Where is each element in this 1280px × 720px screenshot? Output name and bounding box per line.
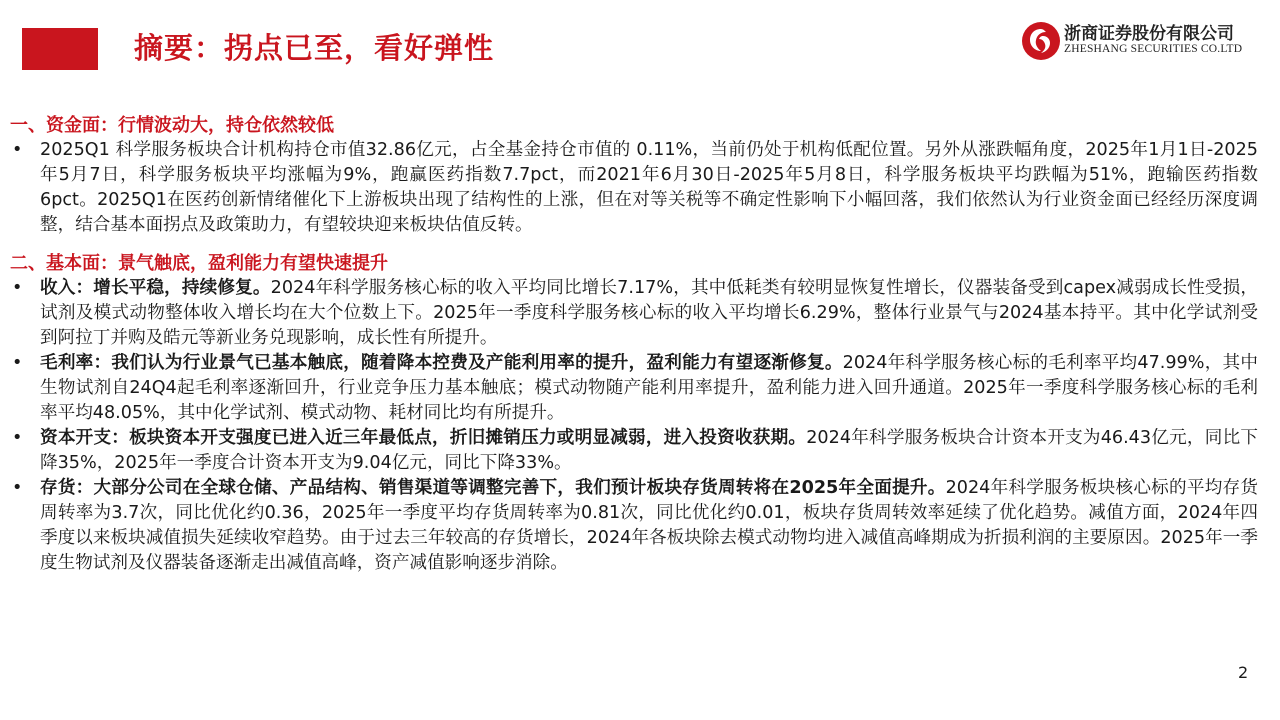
page-number: 2	[1238, 663, 1249, 682]
company-logo	[1022, 18, 1254, 66]
bullet-body: 2024年科学服务核心标的收入平均同比增长7.17%，其中低耗类有较明显恢复性增长，仪器装备受到capex减弱成长性受损，试剂及模式动物整体收入增长均在大个位数上下。2025年一季度科学服务核心标的收入平均增长6.29%，整体行业景气与2024基本持平。其中化学试剂受到阿拉丁并购及皓元等新业务兑现影响，成长性有所提升。	[40, 278, 1258, 348]
title-accent-block	[22, 28, 98, 70]
bullet-body: 2024年科学服务板块核心标的平均存货周转率为3.7次，同比优化约0.36，2025年一季度平均存货周转率为0.81次，同比优化约0.01，板块存货周转效率延续了优化趋势。减值方面，2024年四季度以来板块减值损失延续收窄趋势。由于过去三年较高的存货增长，2024年各板块除去模式动物均进入减值高峰期成为折损利润的主要原因。2025年一季度生物试剂及仪器装备逐渐走出减值高峰，资产减值影响逐步消除。	[40, 478, 1258, 573]
bullet-body: 2024年科学服务核心标的毛利率平均47.99%，其中生物试剂自24Q4起毛利率逐渐回升，行业竞争压力基本触底；模式动物随产能利用率提升，盈利能力进入回升通道。2025年一季度科学服务核心标的毛利率平均48.05%，其中化学试剂、模式动物、耗材同比均有所提升。	[40, 353, 1258, 423]
list-item	[10, 476, 1258, 576]
list-item	[10, 138, 1258, 238]
section-heading-funds: 一、资金面：行情波动大，持仓依然较低	[10, 115, 334, 136]
bullet-mark: •	[12, 478, 23, 498]
bullet-lead: 存货：大部分公司在全球仓储、产品结构、销售渠道等调整完善下，我们预计板块存货周转将在2025年全面提升。	[40, 478, 946, 498]
section-heading-fundamentals: 二、基本面：景气触底，盈利能力有望快速提升	[10, 253, 388, 274]
bullet-text: 2025Q1 科学服务板块合计机构持仓市值32.86亿元，占全基金持仓市值的 0.11%，当前仍处于机构低配位置。另外从涨跌幅角度，2025年1月1日-2025年5月7日，科学服务板块平均涨幅为9%，跑赢医药指数7.7pct，而2021年6月30日-2025年5月8日，科学服务板块平均跌幅为51%，跑输医药指数 6pct。2025Q1在医药创新情绪催化下上游板块出现了结构性的上涨，但在对等关税等不确定性影响下小幅回落，我们依然认为行业资金面已经经历深度调整，结合基本面拐点及政策助力，有望较块迎来板块估值反转。	[40, 140, 1258, 235]
bullet-mark: •	[12, 140, 23, 160]
bullet-text	[40, 351, 1258, 426]
page-title: 摘要：拐点已至，看好弹性	[134, 31, 495, 65]
bullet-text	[40, 276, 1258, 351]
bullet-mark: •	[12, 428, 23, 448]
logo-chinese-name: 浙商证券股份有限公司	[1064, 24, 1234, 44]
bullet-lead: 收入：增长平稳，持续修复。	[40, 278, 271, 298]
list-item	[10, 276, 1258, 351]
bullet-text	[40, 476, 1258, 576]
bullet-body: 2024年科学服务板块合计资本开支为46.43亿元，同比下降35%，2025年一季度合计资本开支为9.04亿元，同比下降33%。	[40, 428, 1258, 473]
bullet-mark: •	[12, 353, 23, 373]
bullet-lead: 资本开支：板块资本开支强度已进入近三年最低点，折旧摊销压力或明显减弱，进入投资收获期。	[40, 428, 807, 448]
logo-english-name: ZHESHANG SECURITIES CO.LTD	[1064, 43, 1243, 55]
list-item	[10, 426, 1258, 476]
bullet-mark: •	[12, 278, 23, 298]
zheshang-logo-icon	[1022, 22, 1060, 60]
list-item	[10, 351, 1258, 426]
summary-content	[10, 114, 1258, 576]
bullet-lead: 毛利率：我们认为行业景气已基本触底，随着降本控费及产能利用率的提升，盈利能力有望逐渐修复。	[40, 353, 843, 373]
bullet-text	[40, 426, 1258, 476]
